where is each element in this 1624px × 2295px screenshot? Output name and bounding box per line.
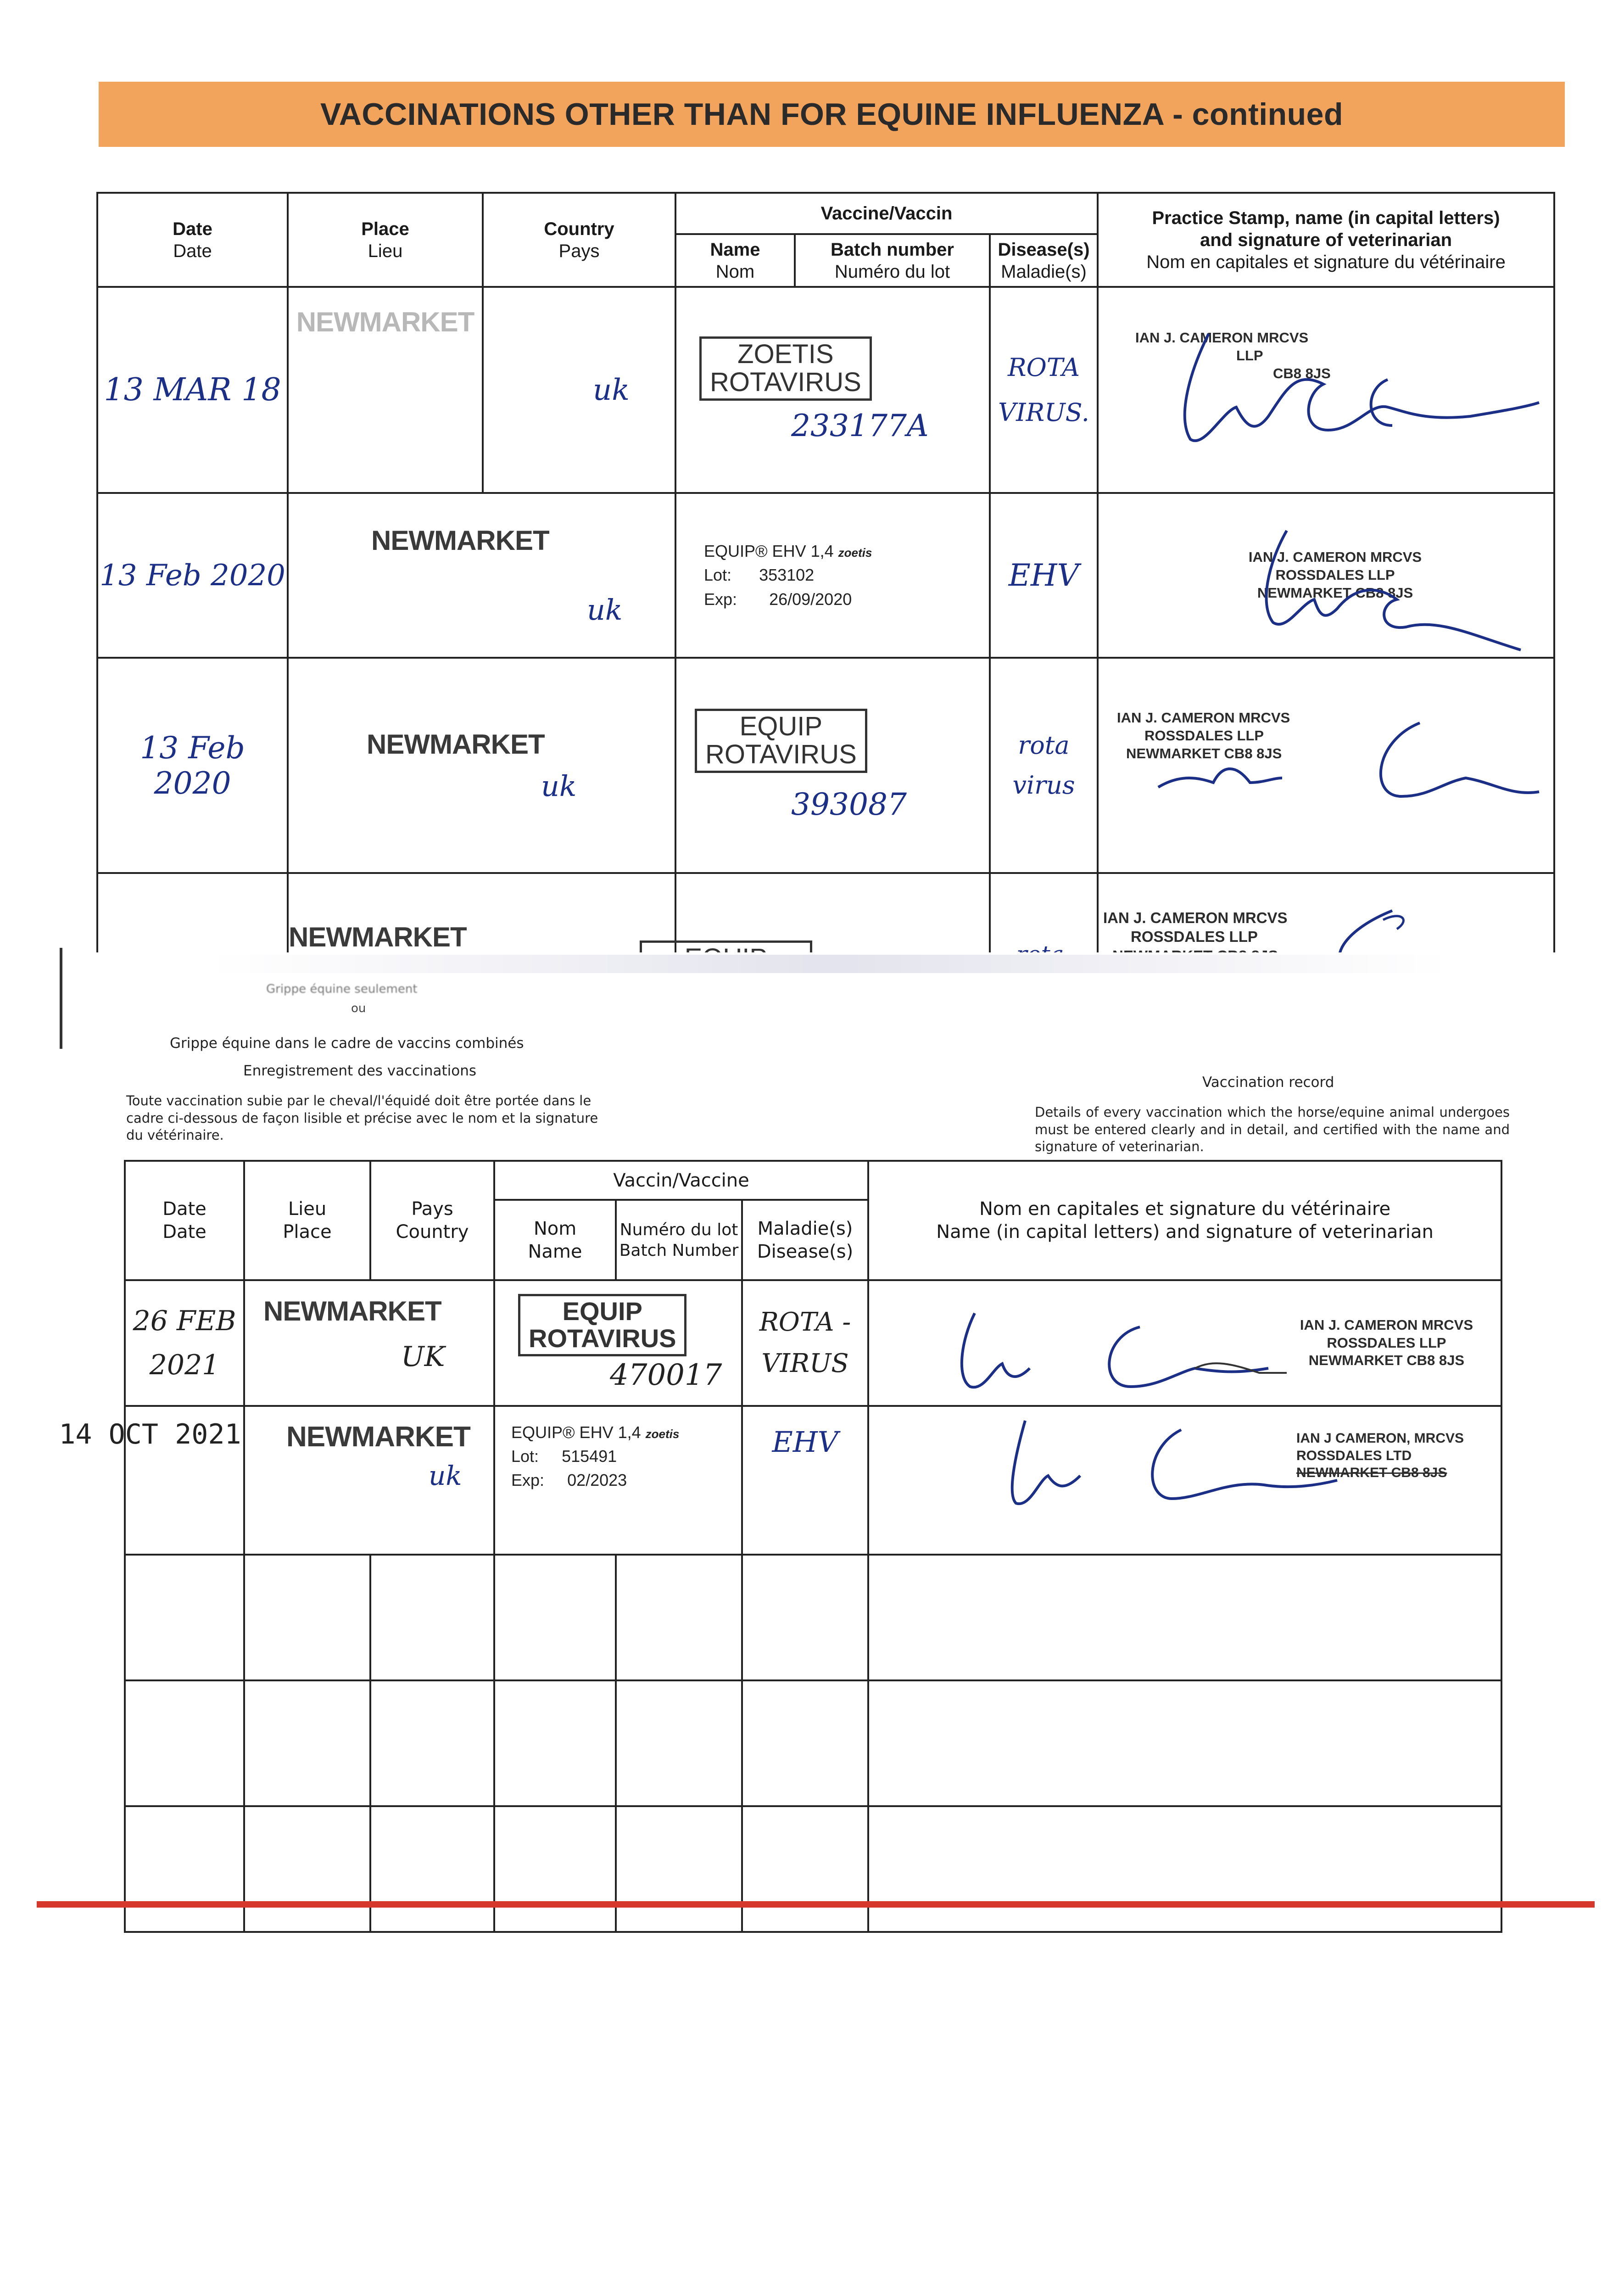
- vaccine-stamp: EQUIP ROTAVIRUS: [695, 709, 867, 773]
- header-batch: Numéro du lot Batch Number: [616, 1200, 742, 1280]
- cell-place-country: NEWMARKET uk: [288, 493, 675, 658]
- cell-date: 13 Feb 2020: [97, 658, 288, 873]
- cell-date: 13 Feb 2020: [97, 493, 288, 658]
- en-description: Details of every vaccination which the horse/equine animal undergoes must be entered clearly and in detail, and certified with the name and signature of veterinarian.: [1035, 1104, 1510, 1155]
- header-vaccine: Vaccin/Vaccine: [494, 1161, 868, 1200]
- header-name: Nom Name: [494, 1200, 616, 1280]
- edge-mark: [60, 948, 62, 1049]
- cell-place: NEWMARKET: [288, 287, 483, 493]
- cell-name-batch: [675, 493, 990, 658]
- header-disease: Maladie(s) Disease(s): [742, 1200, 868, 1280]
- fr-title-1: Grippe équine seulement: [266, 982, 418, 996]
- cell-date: 26 FEB 2021: [125, 1280, 244, 1406]
- vaccine-stamp: EQUIP ROTAVIRUS: [518, 1294, 686, 1356]
- equip-ehv-label: EQUIP® EHV 1,4 zoetis Lot: 515491 Exp: 02/2023: [511, 1423, 680, 1490]
- cell-disease: EHV: [742, 1406, 868, 1555]
- header-date: Date Date: [125, 1161, 244, 1280]
- cell-disease: rota virus: [990, 658, 1098, 873]
- cell-vet: [1098, 658, 1554, 873]
- vet-stamp: IAN J. CAMERON MRCVS ROSSDALES LLP NEWMARKET CB8 8JS: [1248, 549, 1422, 601]
- cell-vet: [1098, 287, 1554, 493]
- vet-signature: [1149, 315, 1544, 453]
- vaccination-table-top: [96, 192, 1555, 1073]
- vet-stamp: IAN J. CAMERON MRCVS LLP CB8 8JS: [1135, 330, 1331, 381]
- en-title: Vaccination record: [1202, 1074, 1334, 1091]
- cell-name-batch: ZOETIS ROTAVIRUS 233177A: [675, 287, 990, 493]
- header-practice-stamp: Practice Stamp, name (in capital letters) and signature of veterinarian Nom en capitales et signature du vétérinaire: [1098, 193, 1554, 287]
- cell-vet: [868, 1406, 1501, 1555]
- cell-country: uk: [483, 287, 675, 493]
- table-row: [97, 658, 1554, 873]
- cell-place-country: NEWMARKET uk: [288, 658, 675, 873]
- fr-description: Toute vaccination subie par le cheval/l'équidé doit être portée dans le cadre ci-dessous de façon lisible et précise avec le nom et la signature du vétérinaire.: [126, 1093, 598, 1143]
- banner-title: VACCINATIONS OTHER THAN FOR EQUINE INFLUENZA - continued: [320, 97, 1344, 132]
- table-row-empty: [125, 1555, 1501, 1680]
- table-row: [97, 493, 1554, 658]
- header-country: Country Pays: [483, 193, 675, 287]
- vet-stamp: IAN J. CAMERON MRCVS ROSSDALES LLP: [1103, 909, 1288, 946]
- fr-title-2: Grippe équine dans le cadre de vaccins combinés: [170, 1035, 524, 1052]
- vet-signature: [1181, 521, 1539, 659]
- header-place: Lieu Place: [244, 1161, 370, 1280]
- table-row: [97, 287, 1554, 493]
- vet-signature: [938, 1299, 1287, 1400]
- vet-stamp: IAN J CAMERON, MRCVS ROSSDALES LTD NEWMARKET CB8 8JS: [1296, 1431, 1464, 1480]
- header-vet: Nom en capitales et signature du vétérinaire Name (in capital letters) and signature of veterinarian: [868, 1161, 1501, 1280]
- cell-place-country: NEWMARKET UK: [244, 1280, 494, 1406]
- equip-ehv-label: EQUIP® EHV 1,4 zoetis Lot: 353102 Exp: 26/09/2020: [704, 542, 872, 609]
- vet-signature: [988, 1411, 1337, 1522]
- red-border-line: [37, 1901, 1595, 1908]
- cell-date: 14 OCT 2021: [125, 1406, 244, 1555]
- header-name: Name Nom: [675, 234, 795, 287]
- cell-disease: ROTA - VIRUS: [742, 1280, 868, 1406]
- cell-place-country: NEWMARKET: [288, 873, 675, 1072]
- cell-vet: [1098, 493, 1554, 658]
- cell-place-country: NEWMARKET uk: [244, 1406, 494, 1555]
- header-place: Place Lieu: [288, 193, 483, 287]
- fr-title-or: ou: [351, 1002, 366, 1015]
- cell-disease: ROTA VIRUS.: [990, 287, 1098, 493]
- table-row-empty: [125, 1806, 1501, 1932]
- vet-signature: [1144, 705, 1548, 815]
- vaccination-table-card: [59, 1160, 1502, 1933]
- table-row: [125, 1406, 1501, 1555]
- fr-title-3: Enregistrement des vaccinations: [243, 1063, 477, 1079]
- section-banner: [99, 82, 1565, 147]
- header-vaccine: Vaccine/Vaccin: [675, 193, 1098, 234]
- cell-date: 13 MAR 18: [97, 287, 288, 493]
- blurred-heading: [211, 955, 1450, 973]
- cell-name-batch: EQUIP ROTAVIRUS 470017: [494, 1280, 742, 1406]
- cell-disease: EHV: [990, 493, 1098, 658]
- header-country: Pays Country: [370, 1161, 494, 1280]
- table-row-empty: [125, 1680, 1501, 1806]
- header-date: Date Date: [97, 193, 288, 287]
- vet-stamp: IAN J. CAMERON MRCVS ROSSDALES LLP NEWMARKET CB8 8JS: [1300, 1316, 1473, 1369]
- cell-vet: [868, 1280, 1501, 1406]
- vaccine-stamp: ZOETIS ROTAVIRUS: [699, 336, 872, 401]
- cell-name-batch: [494, 1406, 742, 1555]
- vet-stamp: IAN J. CAMERON MRCVS ROSSDALES LLP NEWMARKET CB8 8JS: [1117, 710, 1290, 761]
- header-disease: Disease(s) Maladie(s): [990, 234, 1098, 287]
- cell-name-batch: EQUIP ROTAVIRUS 393087: [675, 658, 990, 873]
- table-row: [125, 1280, 1501, 1406]
- header-batch: Batch number Numéro du lot: [795, 234, 990, 287]
